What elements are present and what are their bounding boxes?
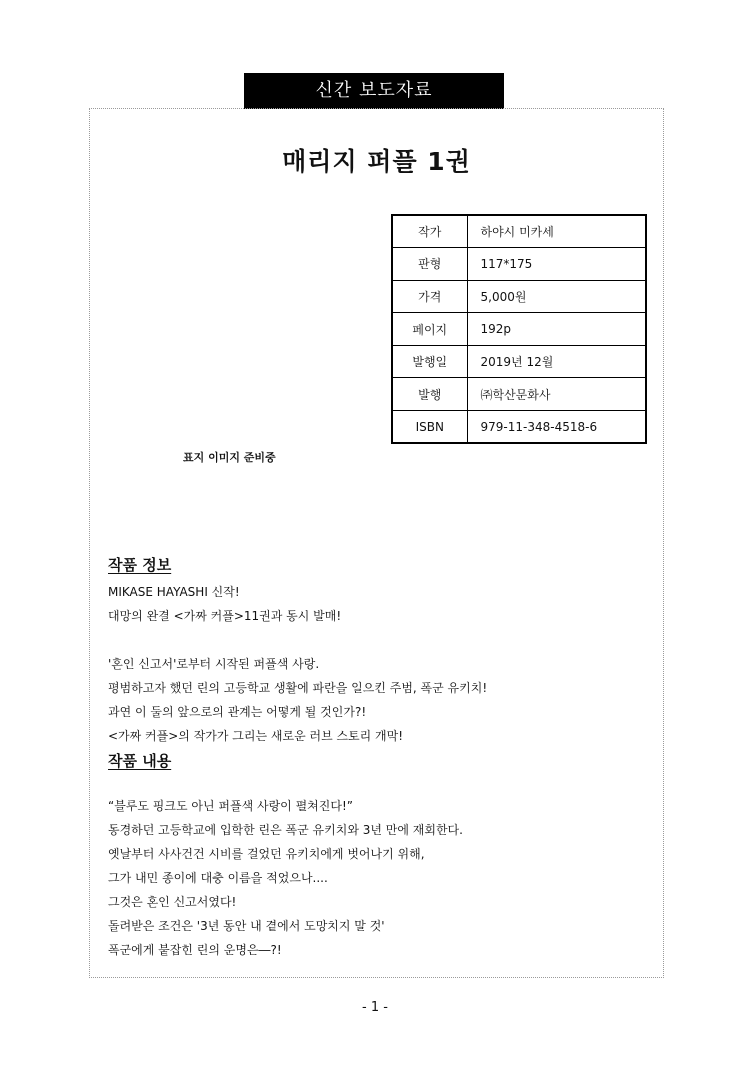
text-line: 동경하던 고등학교에 입학한 린은 폭군 유키치와 3년 만에 재회한다. [108, 823, 463, 837]
info-key: 판형 [392, 248, 467, 281]
book-title: 매리지 퍼플 1권 [282, 147, 471, 176]
info-row-pages [392, 313, 646, 346]
text-line: 대망의 완결 <가짜 커플>11권과 동시 발매! [108, 609, 342, 623]
page-number: - 1 - [362, 1000, 388, 1015]
cover-image-placeholder-note: 표지 이미지 준비중 [183, 451, 276, 464]
text-line: 그것은 혼인 신고서였다! [108, 895, 237, 909]
section-heading-work-info: 작품 정보 [108, 556, 172, 574]
info-value: 5,000원 [467, 280, 646, 313]
work-info-text [108, 580, 487, 748]
info-key: 발행 [392, 378, 467, 411]
info-key: ISBN [392, 411, 467, 444]
info-row-author [392, 215, 646, 248]
book-info-table [391, 214, 647, 444]
text-line: 옛날부터 사사건건 시비를 걸었던 유키치에게 벗어나기 위해, [108, 847, 425, 861]
text-line: 폭군에게 붙잡힌 린의 운명은―?! [108, 943, 282, 957]
text-line: “블루도 핑크도 아닌 퍼플색 사랑이 펼쳐진다!” [108, 799, 353, 813]
text-line: '혼인 신고서'로부터 시작된 퍼플색 사랑. [108, 657, 320, 671]
info-row-isbn [392, 411, 646, 444]
info-value: 979-11-348-4518-6 [467, 411, 646, 444]
text-line: 평범하고자 했던 린의 고등학교 생활에 파란을 일으킨 주범, 폭군 유키치! [108, 681, 488, 695]
text-line: 그가 내민 종이에 대충 이름을 적었으나.... [108, 871, 328, 885]
info-key: 가격 [392, 280, 467, 313]
text-line: <가짜 커플>의 작가가 그리는 새로운 러브 스토리 개막! [108, 729, 404, 743]
info-row-release-date [392, 345, 646, 378]
info-key: 페이지 [392, 313, 467, 346]
text-line: MIKASE HAYASHI 신작! [108, 585, 240, 599]
press-release-banner: 신간 보도자료 [244, 73, 504, 109]
info-value: 하야시 미카세 [467, 215, 646, 248]
info-key: 발행일 [392, 345, 467, 378]
work-content-text [108, 794, 463, 962]
info-row-price [392, 280, 646, 313]
text-line: 돌려받은 조건은 '3년 동안 내 곁에서 도망치지 말 것' [108, 919, 385, 933]
text-line: 과연 이 둘의 앞으로의 관계는 어떻게 될 것인가?! [108, 705, 367, 719]
info-value: 117*175 [467, 248, 646, 281]
text-line [108, 628, 487, 652]
info-row-publisher [392, 378, 646, 411]
info-row-format [392, 248, 646, 281]
section-heading-work-content: 작품 내용 [108, 752, 172, 770]
info-value: 192p [467, 313, 646, 346]
info-key: 작가 [392, 215, 467, 248]
info-value: 2019년 12월 [467, 345, 646, 378]
info-value: ㈜학산문화사 [467, 378, 646, 411]
